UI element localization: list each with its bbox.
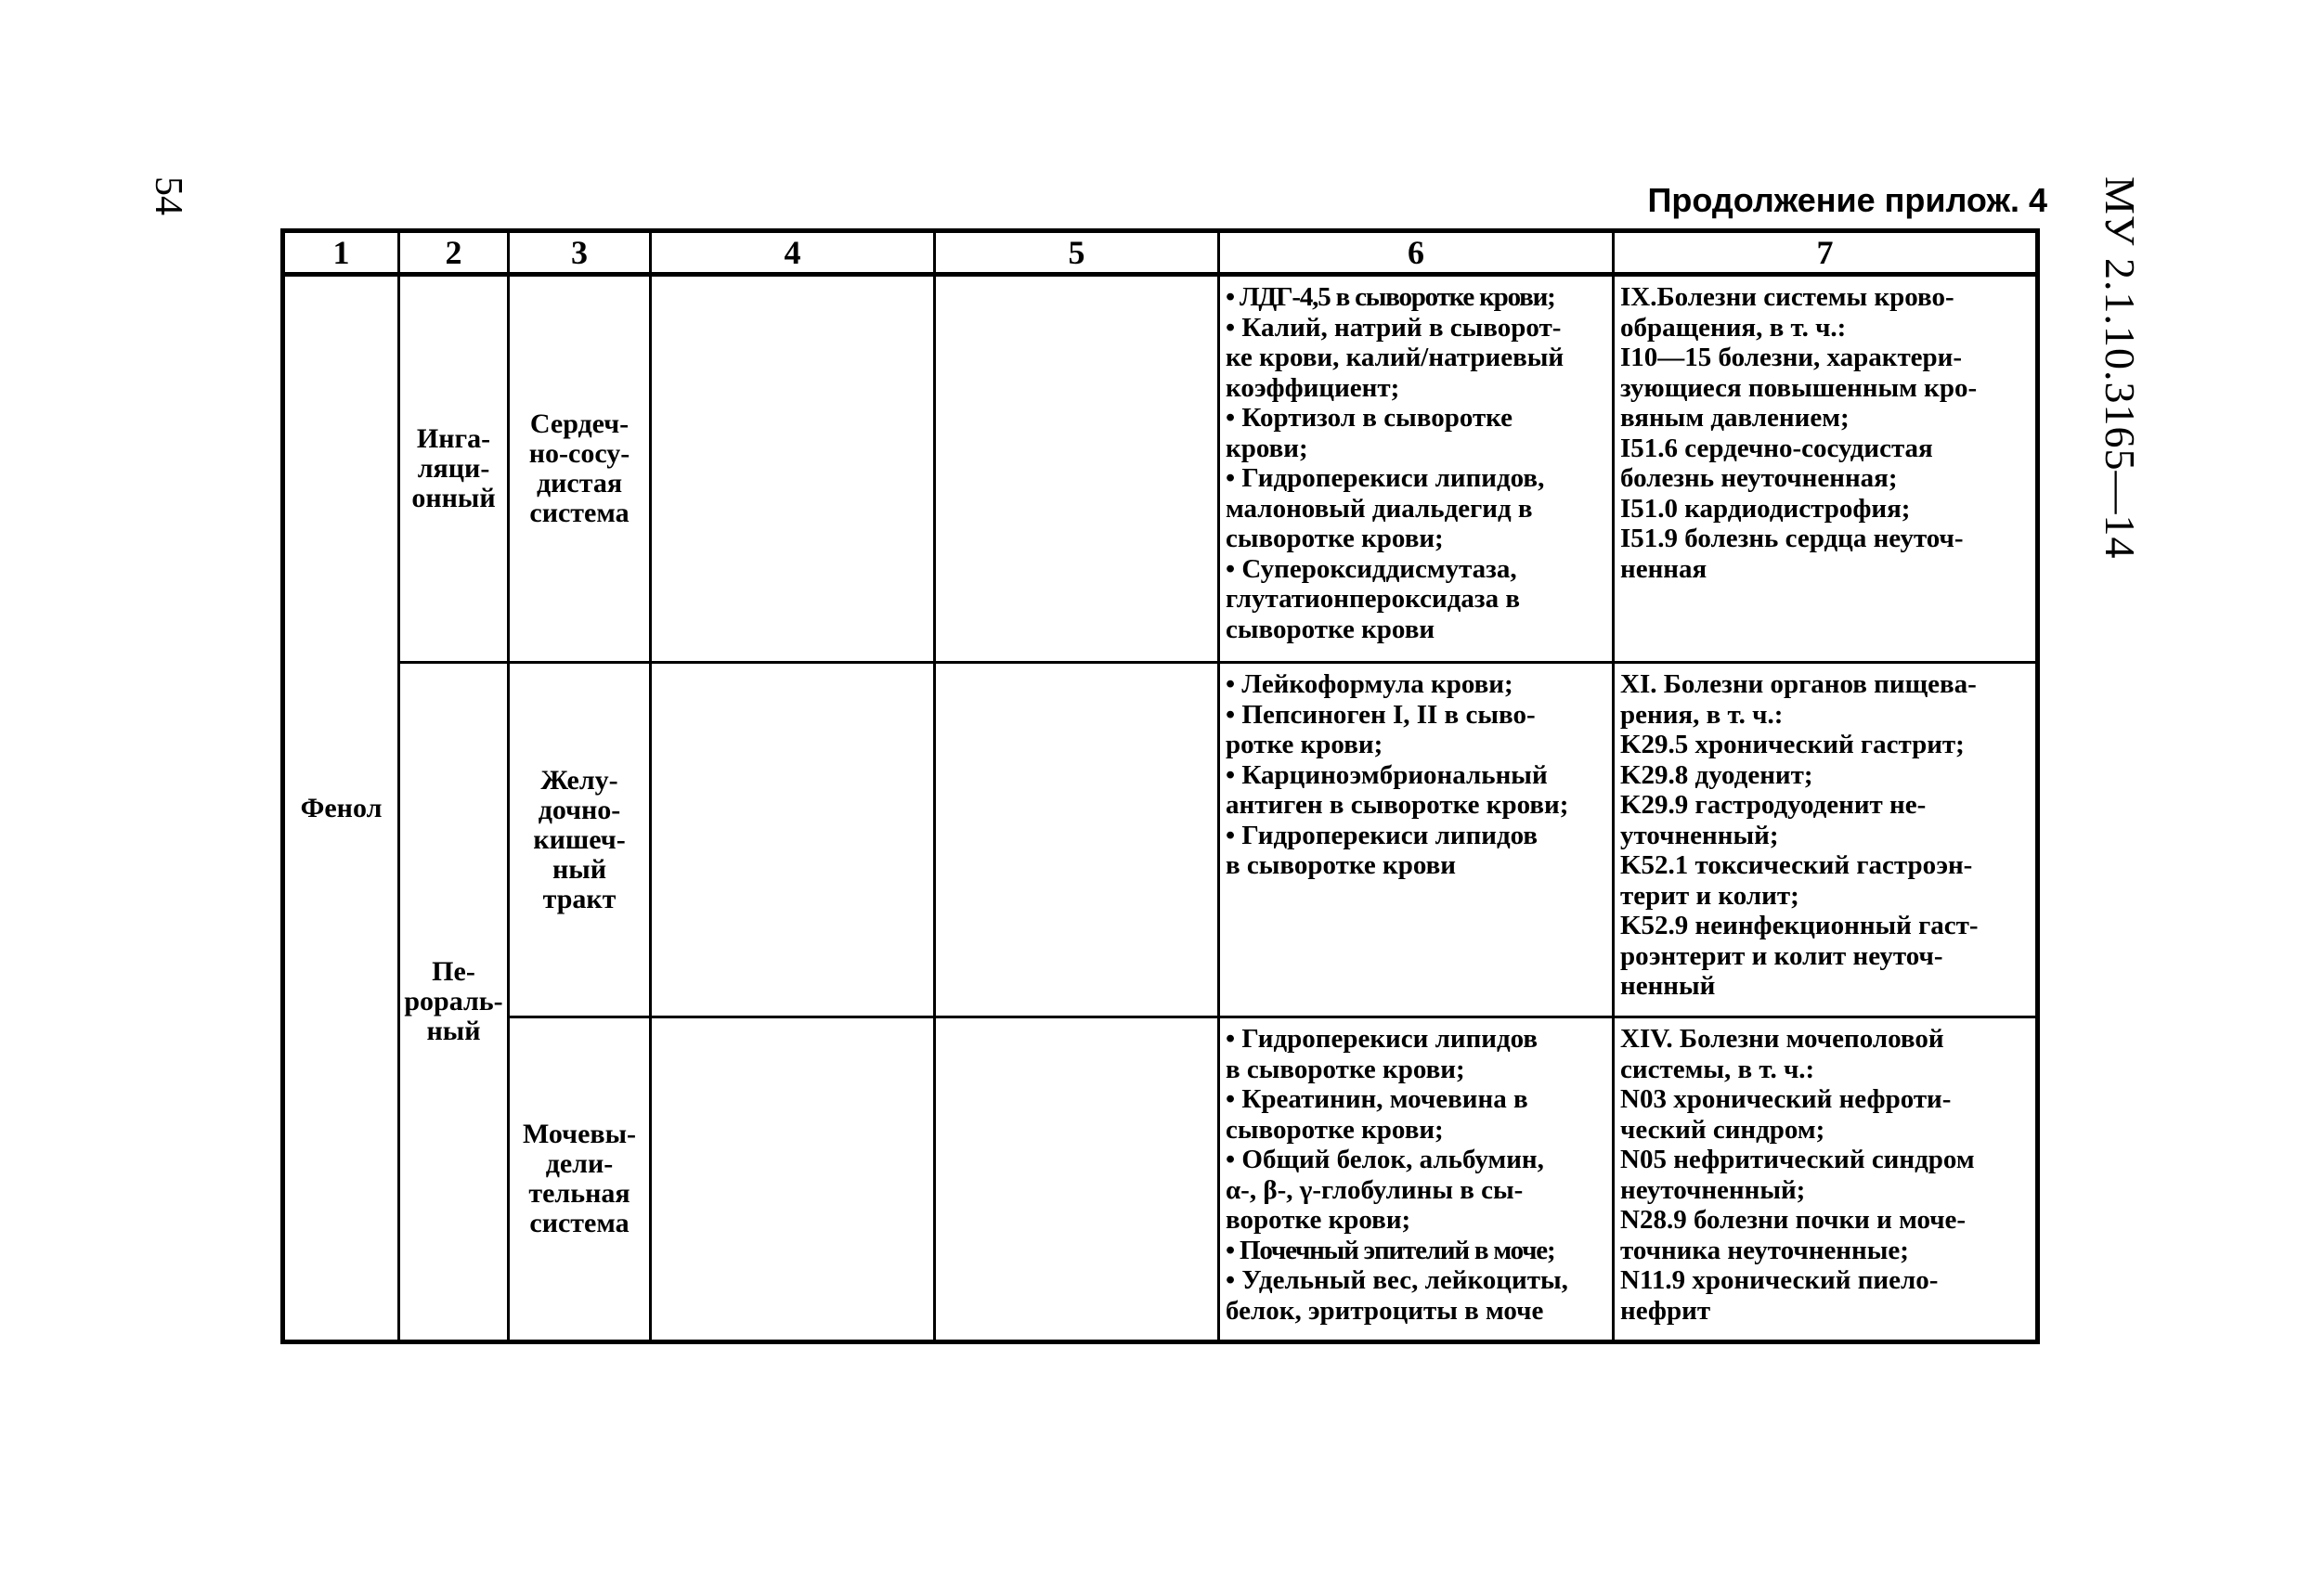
diseases-cell [1614, 1017, 2038, 1342]
disease-line: K52.9 неинфекционный гаст- [1620, 911, 1979, 940]
disease-line: рения, в т. ч.: [1620, 699, 1784, 730]
empty-cell-col4 [651, 1017, 935, 1342]
indicator-line: глутатионпероксидаза в [1226, 584, 1520, 614]
indicator-line: в сыворотке крови; [1226, 1054, 1465, 1084]
document-code: МУ 2.1.10.3165—14 [2097, 176, 2144, 560]
indicator-line: в сыворотке крови [1226, 850, 1456, 880]
indicator-line: сыворотке крови; [1226, 524, 1444, 553]
indicator-line: • Почечный эпителий в моче; [1226, 1235, 1555, 1265]
route-cell-inhalation [399, 275, 509, 663]
system-text-line: дочно- [538, 794, 621, 825]
disease-line: N28.9 болезни почки и моче- [1620, 1205, 1967, 1235]
disease-line: I51.9 болезнь сердца неуточ- [1620, 524, 1964, 553]
empty-cell-col4 [651, 275, 935, 663]
system-text-line: Сердеч- [529, 408, 630, 439]
system-cell [509, 1017, 651, 1342]
indicator-line: • Гидроперекиси липидов [1226, 1024, 1539, 1054]
disease-line: N03 хронический нефроти- [1620, 1084, 1952, 1114]
table-row [283, 1017, 2038, 1342]
disease-line: K29.5 хронический гастрит; [1620, 730, 1965, 759]
disease-line: ненная [1620, 553, 1707, 584]
indicator-line: сыворотке крови; [1226, 1114, 1444, 1145]
indicator-line: • Кортизол в сыворотке [1226, 403, 1513, 433]
system-text-line: дистая [536, 468, 623, 499]
indicators-cell [1219, 275, 1614, 663]
indicator-line: сыворотке крови [1226, 614, 1435, 644]
indicator-line: ке крови, калий/натриевый [1226, 343, 1564, 372]
system-text-line: система [529, 498, 630, 528]
header-cell: 6 [1219, 231, 1614, 275]
disease-line: K29.8 дуоденит; [1620, 759, 1813, 790]
empty-cell-col5 [935, 1017, 1219, 1342]
system-cell [509, 663, 651, 1017]
route-text-line: онный [411, 483, 496, 513]
header-cell: 5 [935, 231, 1219, 275]
indicator-line: • Пепсиноген I, II в сыво- [1226, 699, 1536, 730]
indicator-line: малоновый диальдегид в [1226, 493, 1533, 524]
system-text-line: кишеч- [533, 823, 626, 855]
header-cell: 2 [399, 231, 509, 275]
indicator-line: • Гидроперекиси липидов [1226, 820, 1539, 850]
disease-line: терит и колит; [1620, 880, 1799, 911]
empty-cell-col4 [651, 663, 935, 1017]
substance-name: Фенол [300, 792, 383, 823]
substance-cell [283, 275, 399, 1342]
indicator-line: • Общий белок, альбумин, [1226, 1145, 1544, 1174]
diseases-cell [1614, 275, 2038, 663]
indicator-line: • ЛДГ-4,5 в сыворотке крови; [1226, 282, 1555, 312]
system-text-line: система [529, 1208, 630, 1238]
disease-line: N11.9 хронический пиело- [1620, 1265, 1939, 1295]
system-text-line: тельная [528, 1178, 630, 1209]
disease-line: IX.Болезни системы крово- [1620, 282, 1954, 312]
indicator-line: антиген в сыворотке крови; [1226, 790, 1569, 820]
disease-line: уточненный; [1620, 820, 1779, 850]
disease-line: нефрит [1620, 1295, 1711, 1326]
indicator-line: • Удельный вес, лейкоциты, [1226, 1265, 1568, 1295]
system-text-line: но-сосу- [528, 438, 630, 469]
route-text-line: рораль- [404, 986, 503, 1017]
disease-line: XIV. Болезни мочеполовой [1620, 1024, 1944, 1054]
disease-line: K29.9 гастродуоденит не- [1620, 790, 1927, 820]
empty-cell-col5 [935, 663, 1219, 1017]
indicators-cell [1219, 1017, 1614, 1342]
disease-line: обращения, в т. ч.: [1620, 312, 1847, 343]
route-text-line: ляци- [417, 453, 490, 484]
indicator-line: • Супероксиддисмутаза, [1226, 553, 1517, 584]
disease-line: болезнь неуточненная; [1620, 463, 1898, 493]
indicators-cell [1219, 663, 1614, 1017]
indicator-line: • Карциноэмбриональный [1226, 759, 1548, 790]
indicator-line: • Креатинин, мочевина в [1226, 1084, 1528, 1114]
disease-line: K52.1 токсический гастроэн- [1620, 850, 1973, 880]
indicator-line: крови; [1226, 433, 1308, 463]
disease-line: ческий синдром; [1620, 1114, 1825, 1145]
disease-line: I51.6 сердечно-сосудистая [1620, 433, 1933, 463]
table-row [283, 275, 2038, 663]
disease-line: N05 нефритический синдром [1620, 1145, 1975, 1174]
diseases-cell [1614, 663, 2038, 1017]
system-text-line: Мочевы- [523, 1119, 636, 1149]
system-text-line: ный [552, 853, 606, 885]
indicator-line: α-, β-, γ-глобулины в сы- [1226, 1174, 1524, 1205]
empty-cell-col5 [935, 275, 1219, 663]
system-text-line: тракт [542, 883, 617, 914]
table-header-row [283, 231, 2038, 275]
indicator-line: коэффициент; [1226, 372, 1400, 403]
indicator-line: воротке крови; [1226, 1205, 1411, 1235]
disease-line: зующиеся повышенным кро- [1620, 372, 1978, 403]
indicator-line: ротке крови; [1226, 730, 1383, 759]
disease-line: ненный [1620, 971, 1716, 1001]
disease-line: точника неуточненные; [1620, 1235, 1909, 1265]
indicator-line: • Гидроперекиси липидов, [1226, 463, 1545, 493]
continuation-label: Продолжение прилож. 4 [1647, 181, 2047, 219]
disease-line: неуточненный; [1620, 1174, 1806, 1205]
disease-line: I51.0 кардиодистрофия; [1620, 493, 1911, 524]
indicator-line: • Лейкоформула крови; [1226, 669, 1513, 699]
system-text-line: Желу- [540, 764, 618, 796]
disease-line: системы, в т. ч.: [1620, 1054, 1815, 1084]
disease-line: XI. Болезни органов пищева- [1620, 669, 1977, 699]
disease-line: I10—15 болезни, характери- [1620, 343, 1963, 372]
header-cell: 4 [651, 231, 935, 275]
appendix-table [280, 228, 2040, 1344]
page-number: 54 [147, 176, 189, 215]
route-text-line: Пе- [432, 956, 475, 987]
header-cell: 7 [1614, 231, 2038, 275]
route-text-line: Инга- [416, 423, 491, 454]
route-text-line: ный [426, 1016, 481, 1046]
header-cell: 3 [509, 231, 651, 275]
system-cell [509, 275, 651, 663]
route-cell-oral [399, 663, 509, 1342]
disease-line: роэнтерит и колит неуточ- [1620, 940, 1943, 971]
system-text-line: дели- [545, 1148, 614, 1179]
header-cell: 1 [283, 231, 399, 275]
table-row [283, 663, 2038, 1017]
disease-line: вяным давлением; [1620, 403, 1850, 433]
indicator-line: • Калий, натрий в сыворот- [1226, 312, 1562, 343]
indicator-line: белок, эритроциты в моче [1226, 1295, 1544, 1326]
